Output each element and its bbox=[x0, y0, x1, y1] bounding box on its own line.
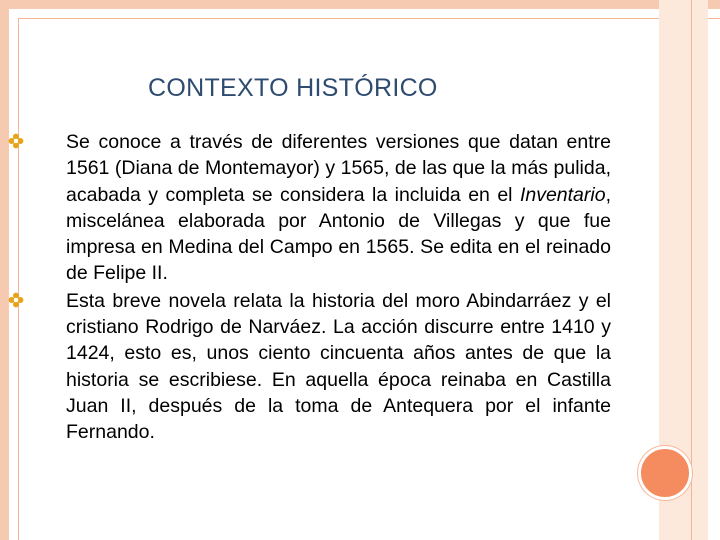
decorative-circle bbox=[638, 446, 692, 500]
bullet-1-text-end: , miscelánea elaborada por Antonio de Villegas y que fue impresa en Medina del Campo en 1565. Se edita en el reinado de Felipe II. bbox=[66, 183, 611, 285]
flower-bullet-icon bbox=[8, 133, 24, 149]
bullet-list bbox=[66, 129, 611, 446]
bullet-1-italic-title: Inventario bbox=[519, 183, 606, 206]
frame-inner-line-left bbox=[18, 18, 19, 540]
frame-left-border bbox=[0, 0, 9, 540]
bullet-1-text-start: Se conoce a través de diferentes versiones que datan entre 1561 (Diana de Montemayor) y 1565, de las que la más pulida, acabada y completa se considera la incluida en el bbox=[66, 131, 611, 206]
bullet-item-2 bbox=[66, 288, 611, 446]
right-band-line bbox=[691, 0, 692, 540]
slide-title: CONTEXTO HISTÓRICO bbox=[148, 74, 438, 102]
frame-inner-line-top bbox=[18, 18, 720, 19]
bullet-item-1 bbox=[66, 129, 611, 287]
bullet-2-text: Esta breve novela relata la historia del moro Abindarráez y el cristiano Rodrigo de Narváez. La acción discurre entre 1410 y 1424, esto es, unos ciento cincuenta años antes de que la historia se escribiese. En aquella época reinaba en Castilla Juan II, después de la toma de Antequera por el infante Fernando. bbox=[66, 289, 611, 444]
flower-bullet-icon bbox=[8, 292, 24, 308]
frame-top-border bbox=[0, 0, 720, 9]
